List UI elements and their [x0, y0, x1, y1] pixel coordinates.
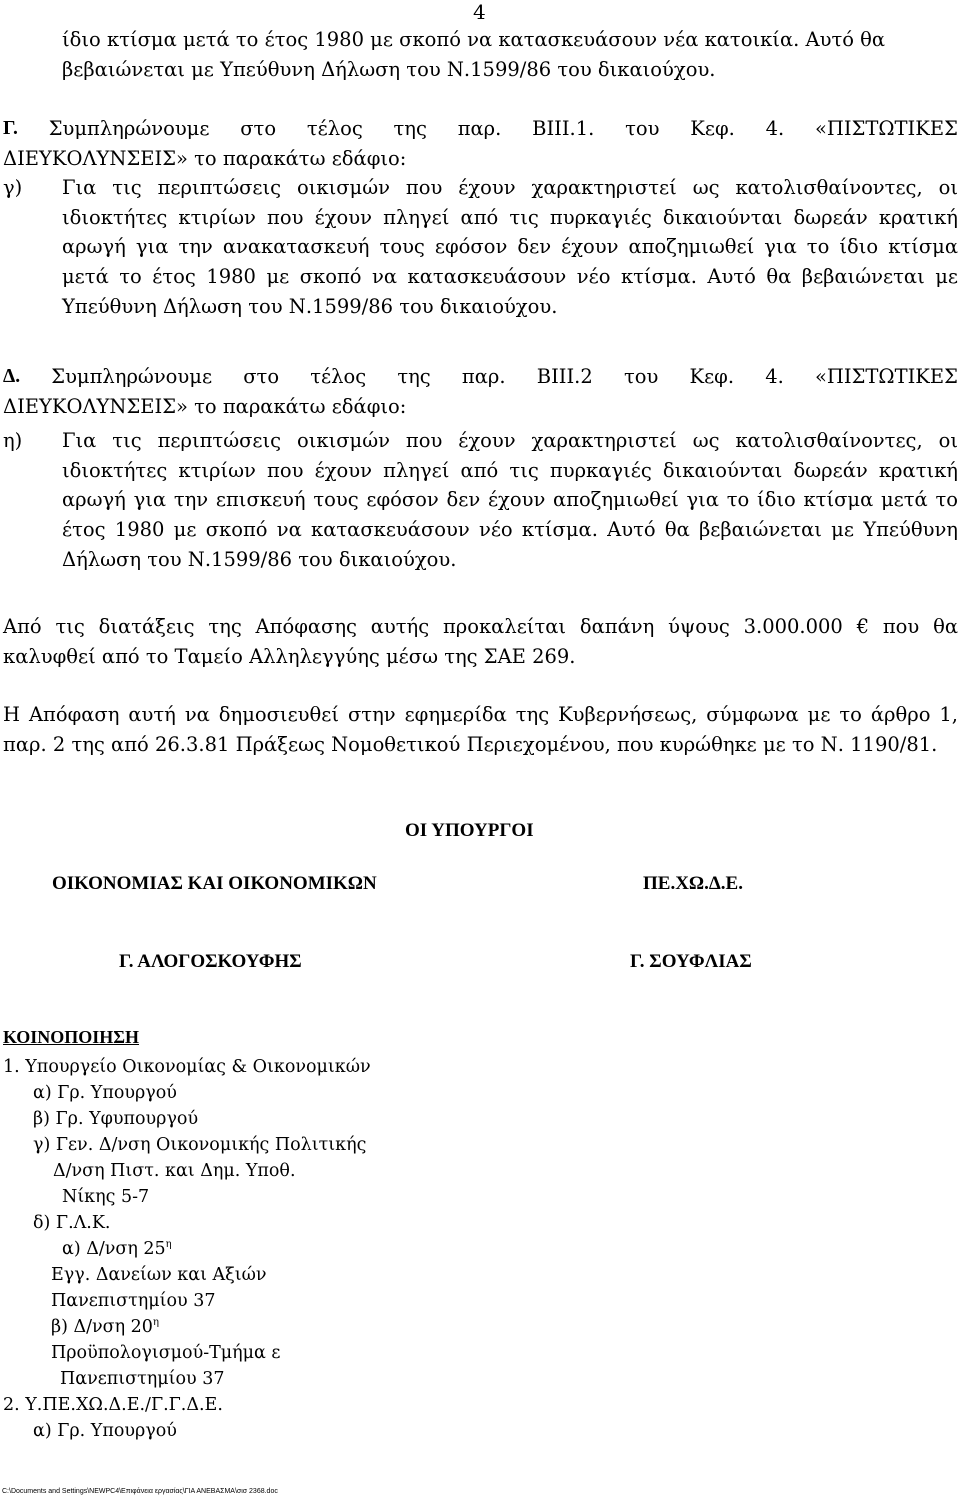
distribution-line: 1. Υπουργείο Οικονομίας & Οικονομικών — [3, 1057, 371, 1077]
distribution-line — [51, 1315, 159, 1341]
ministry-right: ΠΕ.ΧΩ.Δ.Ε. — [643, 873, 743, 894]
header-word: παρ. — [457, 117, 502, 140]
section-g-header — [3, 114, 958, 173]
header-word: τέλος — [310, 365, 367, 388]
section-d-header-line-1 — [3, 362, 958, 392]
header-word: στο — [240, 117, 277, 140]
distribution-title: ΚΟΙΝΟΠΟΙΗΣΗ — [3, 1027, 140, 1047]
section-g-item-label: γ) — [3, 176, 23, 199]
section-g-header-line-1 — [3, 114, 958, 144]
page-number: 4 — [473, 0, 486, 24]
header-word: Κεφ. — [690, 117, 735, 140]
section-d-label: Δ. — [3, 366, 21, 387]
continuation-line-2: βεβαιώνεται με Υπεύθυνη Δήλωση του Ν.1599/86 του δικαιούχου. — [62, 57, 716, 81]
distribution-line: Πανεπιστημίου 37 — [60, 1369, 225, 1389]
file-path-footer: C:\Documents and Settings\NEWPC4\Επιφάνεια εργασίας\ΓΙΑ ΑΝΕΒΑΣΜΑ\σισ 2368.doc — [2, 1488, 278, 1495]
section-g-header-line-2: ΔΙΕΥΚΟΛΥΝΣΕΙΣ» το παρακάτω εδάφιο: — [3, 146, 407, 170]
signatory-right: Γ. ΣΟΥΦΛΙΑΣ — [630, 951, 752, 972]
header-word: Συμπληρώνουμε — [48, 117, 210, 140]
header-word: «ΠΙΣΤΩΤΙΚΕΣ — [815, 365, 958, 388]
header-word: Κεφ. — [689, 365, 735, 388]
publication-paragraph: Η Απόφαση αυτή να δημοσιευθεί στην εφημερίδα της Κυβερνήσεως, σύμφωνα με το άρθρο 1, παρ. 2 της από 26.3.81 Πράξεως Νομοθετικού Περιεχομένου, που κυρώθηκε με το Ν. 1190/81. — [3, 703, 958, 756]
header-word: ΒΙΙΙ.2 — [536, 365, 593, 388]
ministers-heading: ΟΙ ΥΠΟΥΡΓΟΙ — [405, 820, 534, 841]
header-word: του — [625, 117, 660, 140]
header-word: της — [397, 365, 431, 388]
distribution-line: 2. Υ.ΠΕ.ΧΩ.Δ.Ε./Γ.Γ.Δ.Ε. — [3, 1395, 223, 1415]
header-word: «ΠΙΣΤΩΤΙΚΕΣ — [814, 117, 958, 140]
header-word: παρ. — [461, 365, 506, 388]
distribution-line: α) Γρ. Υπουργού — [33, 1083, 177, 1103]
distribution-line: β) Γρ. Υφυπουργού — [33, 1109, 199, 1129]
ordinal-superscript: η — [152, 1317, 159, 1329]
distribution-line: δ) Γ.Λ.Κ. — [33, 1213, 111, 1233]
continuation-paragraph — [62, 25, 958, 84]
header-word: 4. — [765, 365, 784, 388]
header-word: του — [623, 365, 659, 388]
continuation-line-1: ίδιο κτίσμα μετά το έτος 1980 με σκοπό να κατασκευάσουν νέα κατοικία. Αυτό θα — [62, 28, 886, 51]
header-word: της — [393, 117, 427, 140]
header-word: Συμπληρώνουμε — [51, 365, 213, 388]
distribution-line-text: α) Δ/νση 25 — [62, 1239, 166, 1259]
distribution-line: Προϋπολογισμού-Τμήμα ε — [51, 1343, 281, 1363]
ordinal-superscript: η — [165, 1239, 172, 1251]
header-word: ΒΙΙΙ.1. — [532, 117, 595, 140]
distribution-line: Πανεπιστημίου 37 — [51, 1291, 216, 1311]
section-g-label: Γ. — [3, 118, 18, 139]
header-word: τέλος — [306, 117, 363, 140]
distribution-line — [62, 1237, 172, 1263]
distribution-line: α) Γρ. Υπουργού — [33, 1421, 177, 1441]
section-d-header — [3, 362, 958, 421]
header-word: στο — [243, 365, 280, 388]
section-g-item-text: Για τις περιπτώσεις οικισμών που έχουν χαρακτηριστεί ως κατολισθαίνοντες, οι ιδιοκτήτες κτιρίων που έχουν πληγεί από τις πυρκαγιές δικαιούνται δωρεάν κρατική αρωγή για την ανακατασκευή τους εφόσον δεν έχουν αποζημιωθεί για το ίδιο κτίσμα μετά το έτος 1980 με σκοπό να κατασκευάσουν νέο κτίσμα. Αυτό θα βεβαιώνεται με Υπεύθυνη Δήλωση του Ν.1599/86 του δικαιούχου. — [62, 176, 958, 318]
distribution-line: Εγγ. Δανείων και Αξιών — [51, 1265, 267, 1285]
distribution-line-text: β) Δ/νση 20 — [51, 1317, 153, 1337]
section-d-item-text: Για τις περιπτώσεις οικισμών που έχουν χαρακτηριστεί ως κατολισθαίνοντες, οι ιδιοκτήτες κτιρίων που έχουν πληγεί από τις πυρκαγιές δικαιούνται δωρεάν κρατική αρωγή για την επισκευή τους εφόσον δεν έχουν αποζημιωθεί για το ίδιο κτίσμα μετά το έτος 1980 με σκοπό να κατασκευάσουν νέο κτίσμα. Αυτό θα βεβαιώνεται με Υπεύθυνη Δήλωση του Ν.1599/86 του δικαιούχου. — [62, 429, 958, 571]
distribution-line: Δ/νση Πιστ. και Δημ. Υποθ. — [53, 1161, 296, 1181]
signatory-left: Γ. ΑΛΟΓΟΣΚΟΥΦΗΣ — [119, 951, 302, 972]
section-d-header-line-2: ΔΙΕΥΚΟΛΥΝΣΕΙΣ» το παρακάτω εδάφιο: — [3, 394, 407, 418]
distribution-line: γ) Γεν. Δ/νση Οικονομικής Πολιτικής — [33, 1135, 367, 1155]
section-d-item-label: η) — [3, 429, 23, 452]
distribution-line: Νίκης 5-7 — [62, 1187, 150, 1207]
header-word: 4. — [765, 117, 785, 140]
expense-paragraph: Από τις διατάξεις της Απόφασης αυτής προκαλείται δαπάνη ύψους 3.000.000 € που θα καλυφθεί από το Ταμείο Αλληλεγγύης μέσω της ΣΑΕ 269. — [3, 615, 958, 668]
ministry-left: ΟΙΚΟΝΟΜΙΑΣ ΚΑΙ ΟΙΚΟΝΟΜΙΚΩΝ — [52, 873, 377, 894]
